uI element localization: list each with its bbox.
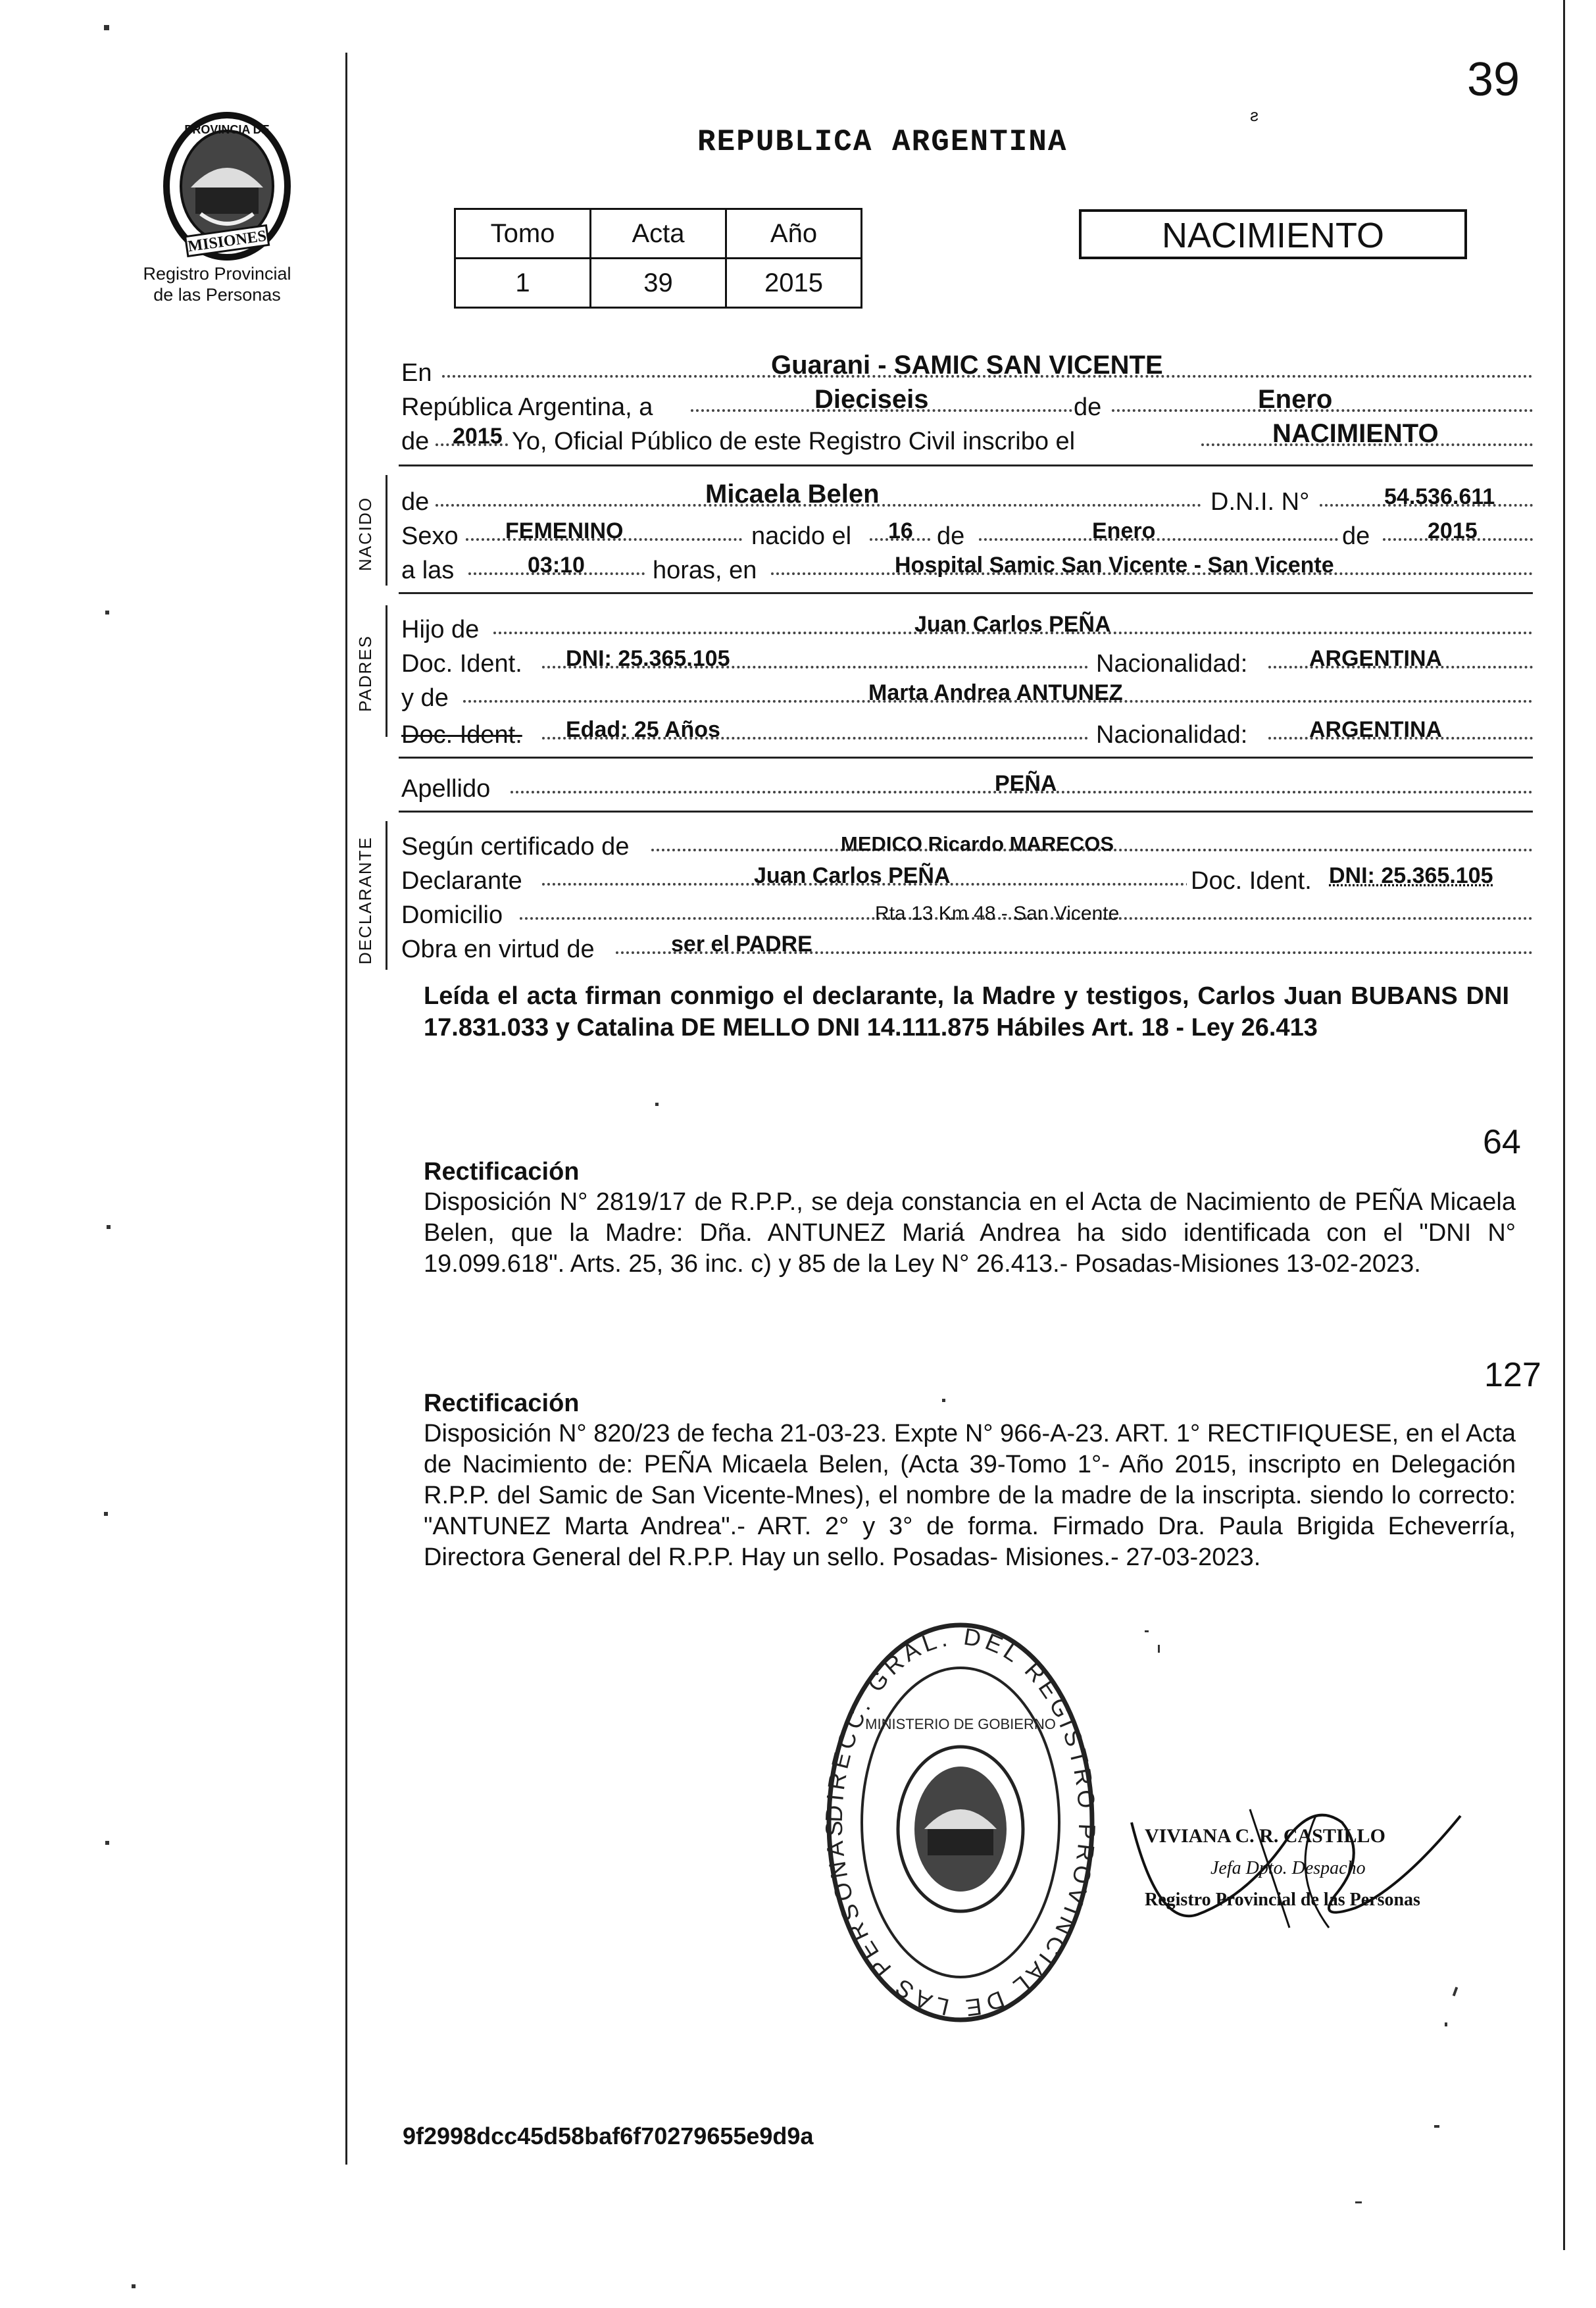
birth-day-value: 16 <box>888 518 913 543</box>
table-cell: 1 <box>455 259 591 308</box>
section-label-padres: PADRES <box>355 635 375 712</box>
form-label: D.N.I. N° <box>1210 488 1310 516</box>
signatory-name: VIVIANA C. R. CASTILLO <box>1145 1825 1385 1847</box>
registry-line-1: Registro Provincial <box>143 264 291 284</box>
section-label-declarante: DECLARANTE <box>355 836 375 965</box>
signatory-office: Registro Provincial de las Personas <box>1145 1890 1420 1910</box>
form-label: Hijo de <box>401 616 480 643</box>
form-row-name <box>401 480 1533 518</box>
form-row-capacity <box>401 933 1533 966</box>
father-doc-value: DNI: 25.365.105 <box>566 646 730 671</box>
form-label: de <box>1074 393 1102 421</box>
form-label: de <box>937 522 965 550</box>
scan-mark <box>1158 1645 1160 1653</box>
section-divider <box>399 811 1533 813</box>
form-row-year <box>401 419 1533 458</box>
record-type-box: NACIMIENTO <box>1079 209 1467 259</box>
section-divider <box>399 757 1533 759</box>
scan-mark <box>132 2284 136 2288</box>
note-body: Disposición N° 2819/17 de R.P.P., se deja constancia en el Acta de Nacimiento de PEÑA Micaela Belen, que la Madre: Dña. ANTUNEZ Mariá Andrea ha sido identificada con el "DNI N° 19.099.618". Arts. 25, 36 inc. c) y 85 de la Ley N° 26.413.- Posadas-Misiones 13-02-2023. <box>424 1188 1516 1278</box>
surname-value: PEÑA <box>995 771 1057 796</box>
form-row-mother <box>401 682 1533 715</box>
book-table <box>454 208 862 309</box>
form-label: Sexo <box>401 522 459 550</box>
record-type-value: NACIMIENTO <box>1272 419 1439 448</box>
form-row-declarant <box>401 865 1533 897</box>
form-label: En <box>401 359 432 387</box>
note-number: 127 <box>1484 1356 1541 1394</box>
note-title: Rectificación <box>424 1158 580 1186</box>
scan-mark <box>942 1399 945 1402</box>
note-body: Disposición N° 820/23 de fecha 21-03-23. Expte N° 966-A-23. ART. 1° RECTIFIQUESE, en el Acta de Nacimiento de: PEÑA Micaela Belen, (Acta 39-Tomo 1°- Año 2015, inscripto en Delegación R.P.P. del Samic de San Vicente-Mnes), el nombre de la madre de la inscripta. siendo lo correcto: "ANTUNEZ Marta Andrea".- ART. 2° y 3° de forma. Firmado Dra. Paula Brigida Echeverría, Directora General del R.P.P. Hay un sello. Posadas- Misiones.- 27-03-2023. <box>424 1420 1516 1571</box>
section-divider <box>399 464 1533 466</box>
signature-stamp <box>1118 1796 1487 1934</box>
form-label: Nacionalidad: <box>1096 721 1248 749</box>
mother-name-value: Marta Andrea ANTUNEZ <box>868 680 1123 705</box>
section-bracket <box>386 605 387 737</box>
form-label: horas, en <box>653 557 757 584</box>
scan-mark <box>105 1841 109 1845</box>
table-header-cell: Año <box>726 209 862 259</box>
mother-nationality-value: ARGENTINA <box>1309 717 1443 742</box>
form-label: de <box>1342 522 1370 550</box>
registry-line-2: de las Personas <box>153 285 281 305</box>
birth-month-value: Enero <box>1092 518 1156 543</box>
note-number: 64 <box>1483 1123 1521 1161</box>
document-hash: 9f2998dcc45d58baf6f70279655e9d9a <box>403 2122 814 2149</box>
form-label: Doc. Ident. <box>1187 865 1312 897</box>
form-label: Apellido <box>401 775 491 803</box>
scan-mark <box>1445 2022 1447 2026</box>
registry-name <box>118 263 316 305</box>
table-header-cell: Tomo <box>455 209 591 259</box>
scan-mark: ƨ <box>1250 105 1259 125</box>
year-value: 2015 <box>453 424 503 449</box>
form-label: Doc. Ident. <box>401 650 522 678</box>
form-label: y de <box>401 684 449 712</box>
form-row-mother-doc <box>401 718 1533 751</box>
page-number: 39 <box>1467 53 1520 106</box>
seal-outer-text: DIRECC. GRAL. DEL REGISTRO PROVINCIAL DE LAS PERSONAS <box>820 1622 1101 2022</box>
form-row-en <box>401 351 1533 389</box>
section-bracket <box>386 475 387 586</box>
right-margin-line <box>1563 0 1565 2250</box>
closing-statement: Leída el acta firman conmigo el declarante, la Madre y testigos, Carlos Juan BUBANS DNI 17.831.033 y Catalina DE MELLO DNI 14.111.875 Hábiles Art. 18 - Ley 26.413 <box>424 982 1509 1041</box>
left-margin-line <box>345 53 347 2165</box>
section-label-nacido: NACIDO <box>355 496 375 571</box>
form-label: Obra en virtud de <box>401 936 595 963</box>
country-title: REPUBLICA ARGENTINA <box>697 125 1068 159</box>
form-label: Según certificado de <box>401 833 630 861</box>
logo-top-text: PROVINCIA DE <box>184 123 270 136</box>
section-divider <box>399 592 1533 594</box>
dotted-line <box>979 538 1338 541</box>
form-label: República Argentina, a <box>401 393 653 421</box>
scan-mark <box>105 611 109 615</box>
father-nationality-value: ARGENTINA <box>1309 646 1443 671</box>
struck-form-label: Doc. Ident. <box>401 721 522 749</box>
note-title: Rectificación <box>424 1390 580 1417</box>
mother-age-value: Edad: 25 Años <box>566 717 720 742</box>
child-dni-value: 54.536.611 <box>1384 484 1495 509</box>
form-label: a las <box>401 557 455 584</box>
scan-mark <box>107 1225 111 1229</box>
form-row-father <box>401 613 1533 646</box>
scan-mark <box>1145 1630 1149 1632</box>
birth-year-value: 2015 <box>1428 518 1478 543</box>
form-row-certificate <box>401 830 1533 863</box>
scan-mark <box>1453 1987 1459 1997</box>
form-label: nacido el <box>751 522 852 550</box>
section-bracket <box>386 821 387 970</box>
book-table-value-row <box>455 259 862 308</box>
form-row-surname <box>401 772 1533 805</box>
certificate-value: MEDICO Ricardo MARECOS <box>841 832 1114 855</box>
table-cell: 39 <box>591 259 726 308</box>
form-label: Declarante <box>401 867 522 895</box>
father-name-value: Juan Carlos PEÑA <box>914 612 1111 637</box>
table-cell: 2015 <box>726 259 862 308</box>
form-row-address <box>401 899 1533 932</box>
address-value: Rta 13 Km 48 - San Vicente <box>875 903 1120 924</box>
birth-place-value: Hospital Samic San Vicente - San Vicente <box>895 553 1334 578</box>
scan-mark <box>104 25 109 30</box>
form-row-father-doc <box>401 647 1533 680</box>
book-table-header-row <box>455 209 862 259</box>
official-seal <box>816 1612 1105 2033</box>
form-label: de <box>401 428 430 455</box>
month-value: Enero <box>1258 385 1333 414</box>
form-row-time <box>401 554 1533 587</box>
scan-mark <box>1355 2201 1362 2203</box>
scan-mark <box>655 1103 659 1106</box>
table-header-cell: Acta <box>591 209 726 259</box>
birth-time-value: 03:10 <box>528 553 585 578</box>
form-label: Nacionalidad: <box>1096 650 1248 678</box>
logo-bottom-text: MISIONES <box>187 227 268 256</box>
day-value: Dieciseis <box>814 385 929 414</box>
form-label: Domicilio <box>401 901 503 929</box>
form-label: de <box>401 488 430 516</box>
scan-mark <box>1434 2125 1439 2128</box>
sex-value: FEMENINO <box>505 518 624 543</box>
seal-inner-text: MINISTERIO DE GOBIERNO <box>865 1716 1056 1732</box>
child-name-value: Micaela Belen <box>705 480 880 509</box>
capacity-value: ser el PADRE <box>671 932 812 957</box>
declarant-name-value: Juan Carlos PEÑA <box>754 863 951 888</box>
declarant-doc-value: DNI: 25.365.105 <box>1329 863 1493 888</box>
place-value: Guarani - SAMIC SAN VICENTE <box>771 351 1163 380</box>
form-label: Yo, Oficial Público de este Registro Civil inscribo el <box>512 428 1076 455</box>
form-row-sex <box>401 520 1533 553</box>
signatory-role: Jefa Dpto. Despacho <box>1210 1858 1366 1878</box>
scan-mark <box>104 1512 108 1516</box>
province-logo <box>161 109 293 263</box>
